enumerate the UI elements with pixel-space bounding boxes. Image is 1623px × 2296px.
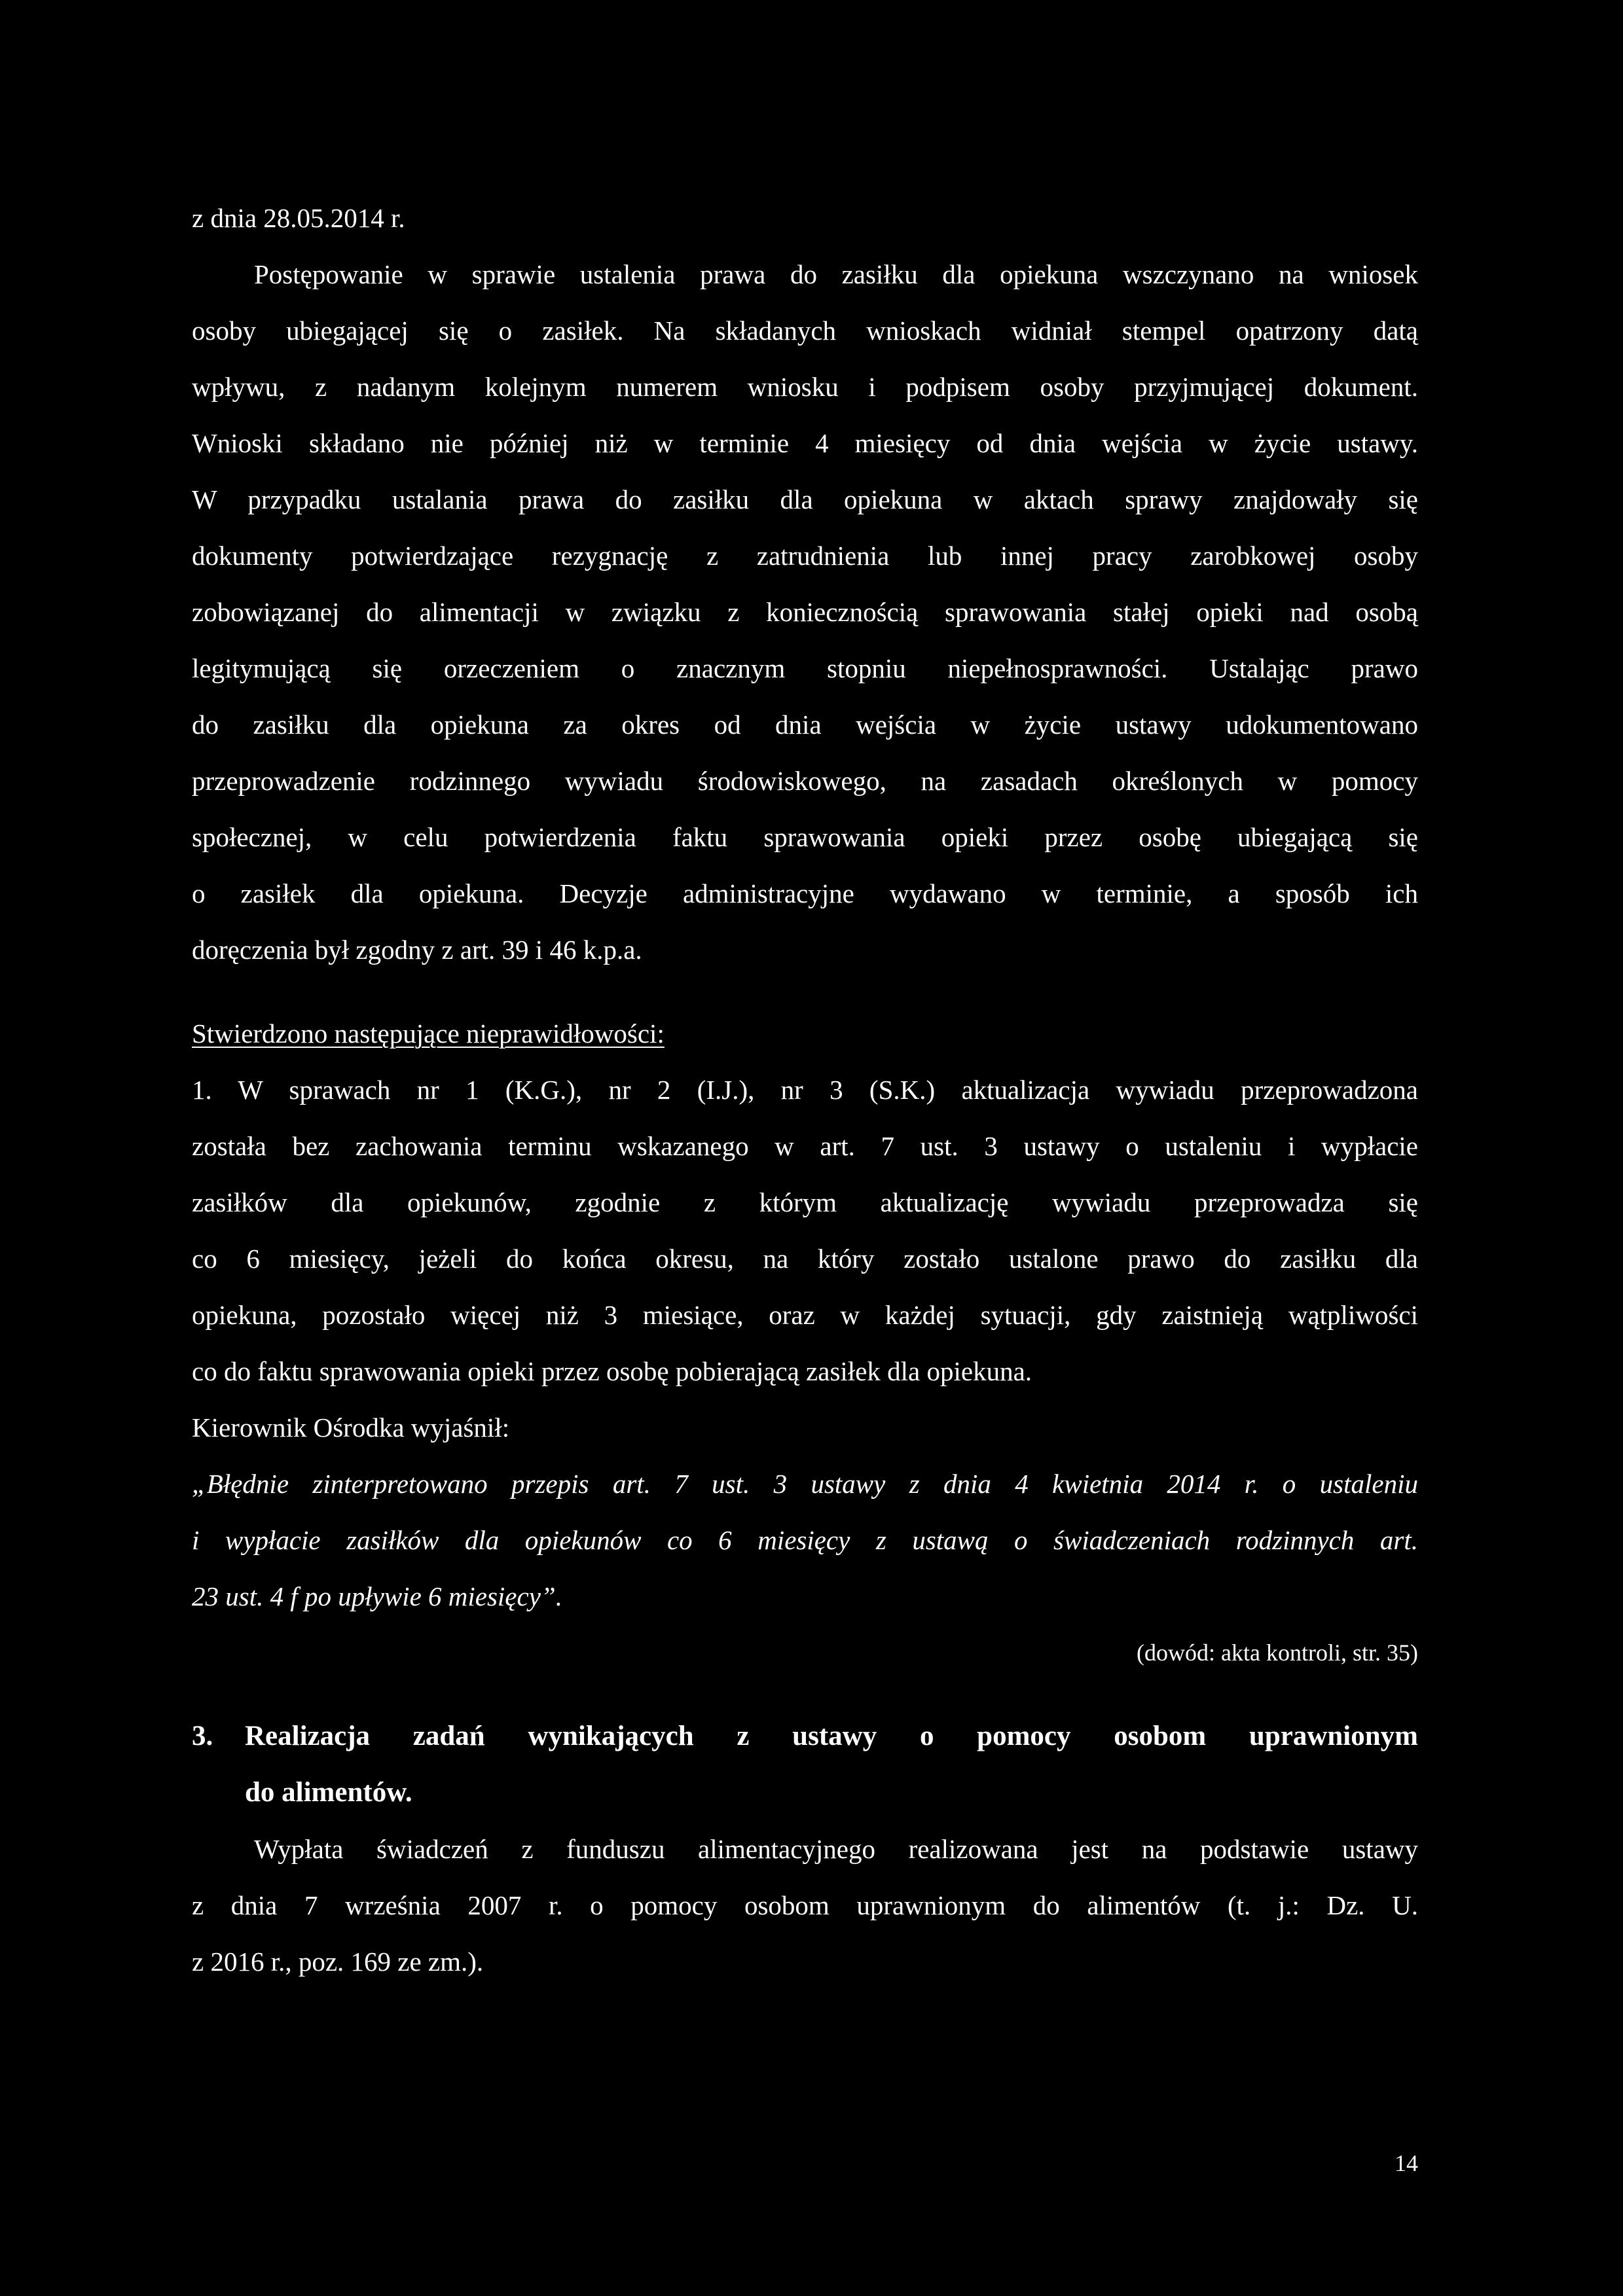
finding-line: co do faktu sprawowania opieki przez osobę pobierającą zasiłek dla opiekuna. <box>192 1356 1032 1386</box>
finding-line: 1. W sprawach nr 1 (K.G.), nr 2 (I.J.), nr 3 (S.K.) aktualizacja wywiadu przeprowadzona <box>192 1075 1418 1105</box>
finding-line: co 6 miesięcy, jeżeli do końca okresu, na który zostało ustalone prawo do zasiłku dla <box>192 1244 1418 1274</box>
paragraph-line: Postępowanie w sprawie ustalenia prawa do zasiłku dla opiekuna wszczynano na wniosek <box>254 259 1418 289</box>
section-3-title-row <box>192 1708 1418 1765</box>
section-3-heading <box>192 1708 1418 1821</box>
finding-1 <box>192 1062 1418 1399</box>
paragraph-line: zobowiązanej do alimentacji w związku z koniecznością sprawowania stałej opieki nad osobą <box>192 597 1418 627</box>
spacer <box>192 1681 1418 1708</box>
paragraph-line: z 2016 r., poz. 169 ze zm.). <box>192 1946 484 1977</box>
paragraph-line: społecznej, w celu potwierdzenia faktu sprawowania opieki przez osobę ubiegającą się <box>192 822 1418 852</box>
document-body <box>192 190 1418 1990</box>
evidence-reference: (dowód: akta kontroli, str. 35) <box>1137 1640 1418 1666</box>
manager-quote <box>192 1456 1418 1624</box>
paragraph-line: W przypadku ustalania prawa do zasiłku dla opiekuna w aktach sprawy znajdowały się <box>192 484 1418 514</box>
spacer <box>192 978 1418 1005</box>
paragraph-line: przeprowadzenie rodzinnego wywiadu środowiskowego, na zasadach określonych w pomocy <box>192 766 1418 796</box>
section-3-title-row-2 <box>192 1765 1418 1821</box>
paragraph-line: legitymującą się orzeczeniem o znacznym stopniu niepełnosprawności. Ustalając prawo <box>192 653 1418 683</box>
paragraph-line: do zasiłku dla opiekuna za okres od dnia wejścia w życie ustawy udokumentowano <box>192 709 1418 740</box>
paragraph-line: z dnia 7 września 2007 r. o pomocy osobom uprawnionym do alimentów (t. j.: Dz. U. <box>192 1890 1418 1920</box>
paragraph-line: Wnioski składano nie później niż w terminie 4 miesięcy od dnia wejścia w życie ustawy. <box>192 428 1418 458</box>
date-line: z dnia 28.05.2014 r. <box>192 203 405 233</box>
finding-line: zasiłków dla opiekunów, zgodnie z którym aktualizację wywiadu przeprowadza się <box>192 1187 1418 1217</box>
explanation-intro: Kierownik Ośrodka wyjaśnił: <box>192 1412 510 1443</box>
section-title: Realizacja zadań wynikających z ustawy o pomocy osobom uprawnionym <box>245 1721 1418 1751</box>
paragraph-alimony-fund <box>192 1821 1418 1990</box>
paragraph-procedure <box>192 246 1418 978</box>
paragraph-line: doręczenia był zgodny z art. 39 i 46 k.p.a. <box>192 935 642 965</box>
section-number: 3. <box>192 1721 213 1751</box>
page-number: 14 <box>1395 2150 1418 2176</box>
paragraph-line: dokumenty potwierdzające rezygnację z zatrudnienia lub innej pracy zarobkowej osoby <box>192 541 1418 571</box>
section-title-continued: do alimentów. <box>245 1777 412 1808</box>
paragraph-line: o zasiłek dla opiekuna. Decyzje administracyjne wydawano w terminie, a sposób ich <box>192 878 1418 908</box>
findings-heading: Stwierdzono następujące nieprawidłowości: <box>192 1018 665 1049</box>
paragraph-line: wpływu, z nadanym kolejnym numerem wniosku i podpisem osoby przyjmującej dokument. <box>192 372 1418 402</box>
paragraph-line: Wypłata świadczeń z funduszu alimentacyjnego realizowana jest na podstawie ustawy <box>254 1834 1418 1864</box>
finding-line: została bez zachowania terminu wskazanego w art. 7 ust. 3 ustawy o ustaleniu i wypłacie <box>192 1131 1418 1161</box>
paragraph-line: osoby ubiegającej się o zasiłek. Na składanych wnioskach widniał stempel opatrzony datą <box>192 315 1418 346</box>
quote-line: „Błędnie zinterpretowano przepis art. 7 ust. 3 ustawy z dnia 4 kwietnia 2014 r. o ustaleniu <box>192 1469 1418 1499</box>
quote-line: 23 ust. 4 f po upływie 6 miesięcy”. <box>192 1581 562 1611</box>
quote-line: i wypłacie zasiłków dla opiekunów co 6 miesięcy z ustawą o świadczeniach rodzinnych art. <box>192 1525 1418 1555</box>
finding-line: opiekuna, pozostało więcej niż 3 miesiące, oraz w każdej sytuacji, gdy zaistnieją wątpliwości <box>192 1300 1418 1330</box>
